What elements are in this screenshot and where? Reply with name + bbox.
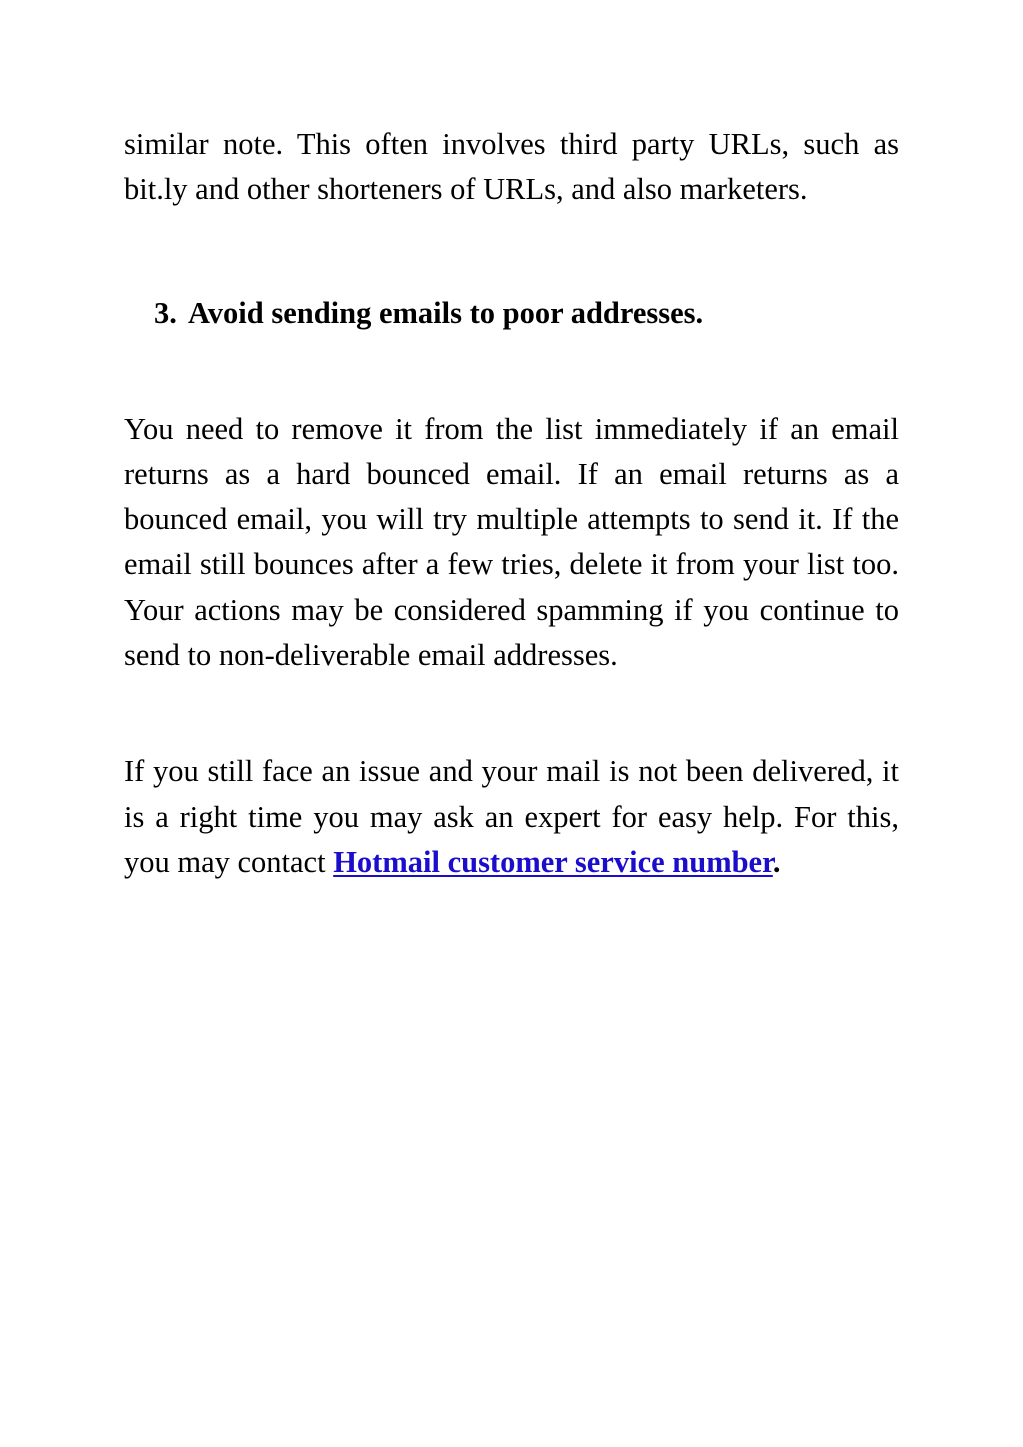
heading-text: Avoid sending emails to poor addresses. <box>188 295 704 330</box>
paragraph-contact-period: . <box>772 844 781 879</box>
hotmail-customer-service-link[interactable]: Hotmail customer service number <box>333 844 773 879</box>
paragraph-bounced-emails: You need to remove it from the list immediately if an email returns as a hard bounced email. If an email returns as a bounced email, you will try multiple attempts to send it. If the email still bounces after a few tries, delete it from your list too. Your actions may be considered spamming if you continue to send to non-deliverable email addresses. <box>124 411 899 673</box>
section-heading-3 <box>124 291 899 336</box>
heading-number: 3. <box>154 295 177 330</box>
paragraph-contact-text: If you still face an issue and your mail is not been delivered, it is a right time you may ask an expert for easy help. For this, you may contact <box>124 754 899 879</box>
paragraph-continuation: similar note. This often involves third party URLs, such as bit.ly and other shorteners of URLs, and also marketers. <box>124 127 899 207</box>
document-body <box>124 122 899 885</box>
paragraph-contact <box>124 749 899 885</box>
